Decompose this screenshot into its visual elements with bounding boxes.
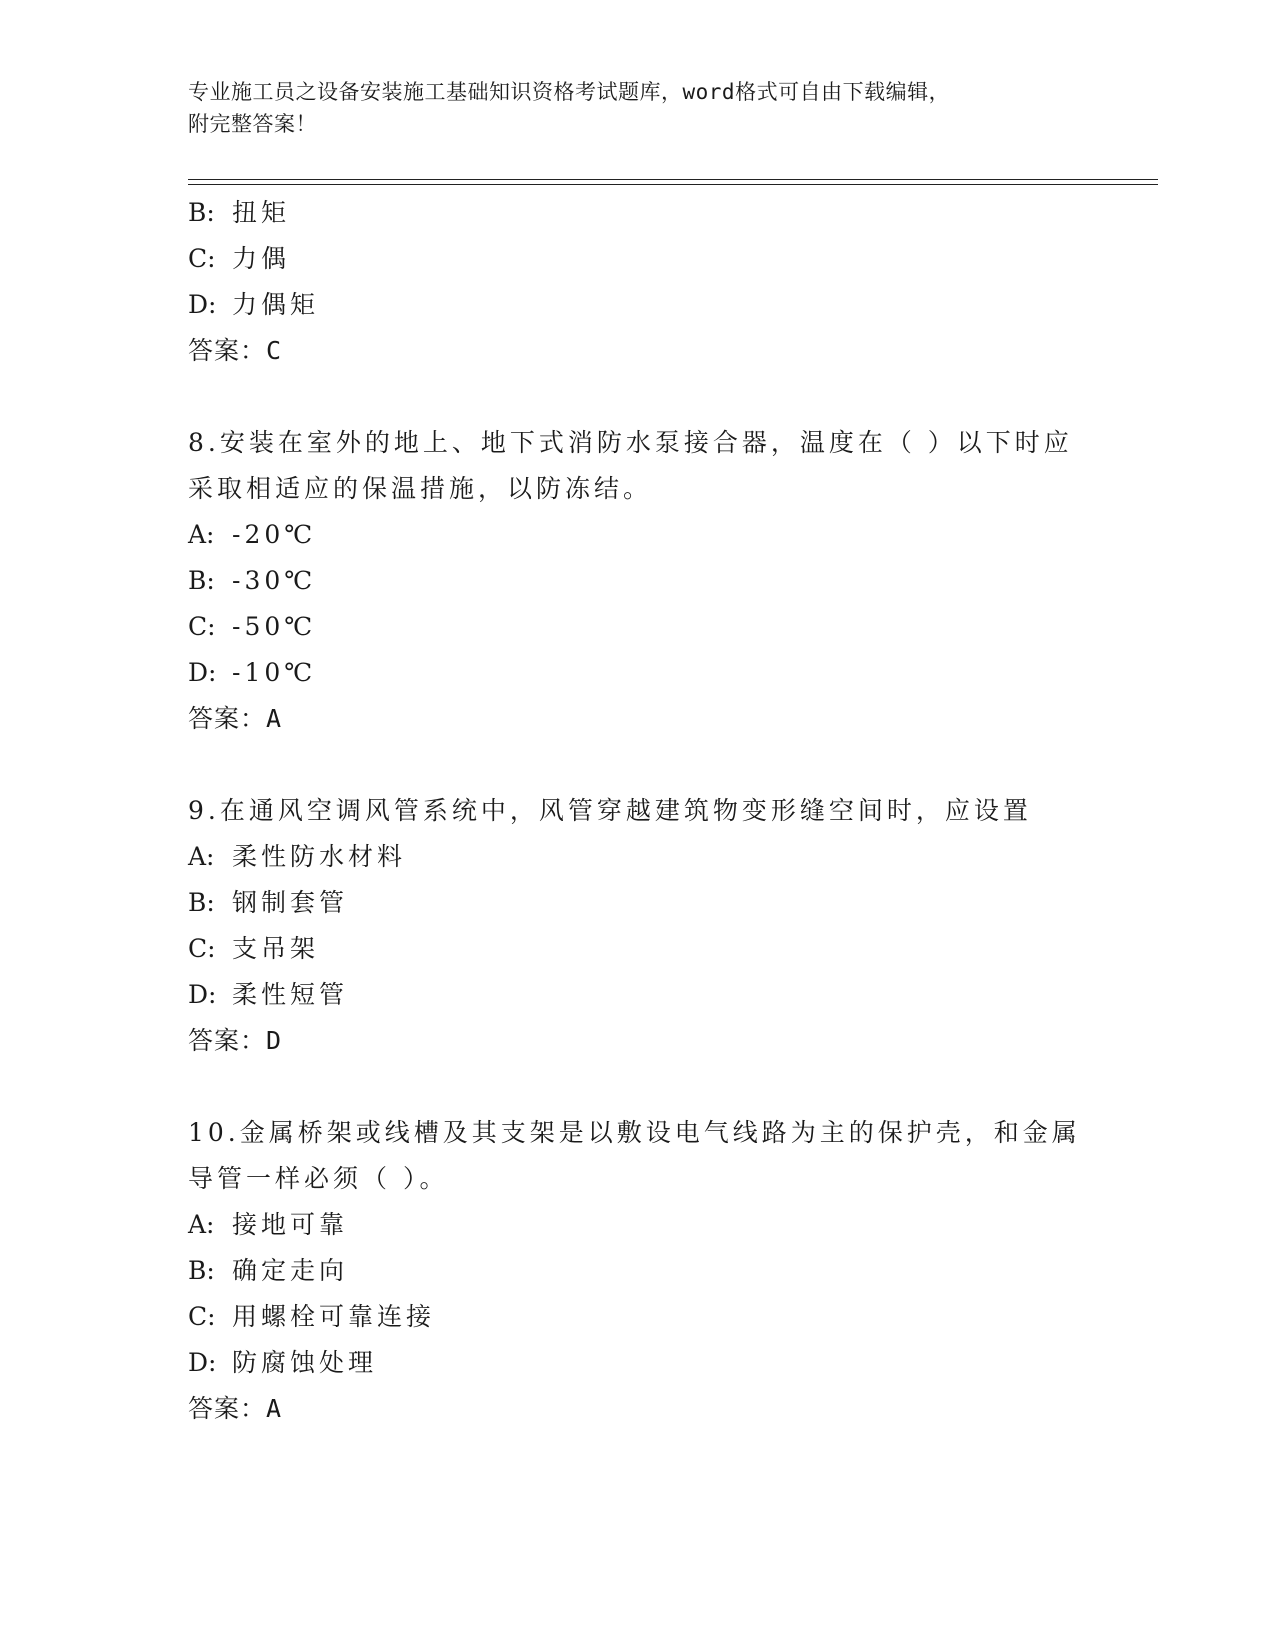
question-stem-line-1: 10.金属桥架或线槽及其支架是以敷设电气线路为主的保护壳，和金属 (188, 1118, 1081, 1147)
option-prefix: C: (188, 244, 216, 273)
question-stem-line-2: 导管一样必须（ ）。 (188, 1164, 449, 1193)
option-prefix: D: (188, 1348, 217, 1377)
option-a (188, 1202, 1088, 1248)
option-text: -30℃ (232, 566, 317, 595)
option-prefix: D: (188, 658, 217, 687)
option-prefix: B: (188, 198, 215, 227)
option-text: 确定走向 (232, 1256, 349, 1285)
document-header (188, 76, 1088, 140)
option-a (188, 834, 1088, 880)
spacer (188, 1064, 1088, 1110)
option-b (188, 1248, 1088, 1294)
question-7-tail (188, 190, 1088, 374)
option-prefix: D: (188, 290, 217, 319)
question-stem-line-1: 8.安装在室外的地上、地下式消防水泵接合器，温度在（ ）以下时应 (188, 428, 1073, 457)
option-text: -20℃ (232, 520, 317, 549)
option-d (188, 972, 1088, 1018)
option-text: 钢制套管 (232, 888, 349, 917)
option-c (188, 604, 1088, 650)
option-d (188, 282, 1088, 328)
option-text: 柔性短管 (232, 980, 349, 1009)
option-prefix: C: (188, 612, 216, 641)
answer: 答案：A (188, 704, 283, 733)
option-text: 扭矩 (232, 198, 291, 227)
option-c (188, 236, 1088, 282)
option-text: 支吊架 (232, 934, 320, 963)
question-stem-line-1: 9.在通风空调风管系统中，风管穿越建筑物变形缝空间时，应设置 (188, 796, 1032, 825)
option-b (188, 558, 1088, 604)
header-line-2: 附完整答案！ (188, 112, 317, 136)
option-text: 接地可靠 (232, 1210, 349, 1239)
header-line-1: 专业施工员之设备安装施工基础知识资格考试题库，word格式可自由下载编辑， (188, 80, 951, 104)
option-text: -50℃ (232, 612, 317, 641)
question-8 (188, 420, 1088, 742)
option-d (188, 650, 1088, 696)
header-divider-bottom (188, 184, 1158, 185)
header-divider-top (188, 179, 1158, 180)
option-prefix: C: (188, 934, 216, 963)
question-stem-line-2: 采取相适应的保温措施，以防冻结。 (188, 474, 653, 503)
spacer (188, 742, 1088, 788)
option-text: 用螺栓可靠连接 (232, 1302, 436, 1331)
option-c (188, 1294, 1088, 1340)
option-text: 力偶 (232, 244, 291, 273)
question-10 (188, 1110, 1088, 1432)
option-prefix: C: (188, 1302, 216, 1331)
question-list (188, 190, 1088, 1432)
option-prefix: A: (188, 842, 215, 871)
question-9 (188, 788, 1088, 1064)
option-text: 防腐蚀处理 (232, 1348, 378, 1377)
answer: 答案：A (188, 1394, 283, 1423)
option-prefix: A: (188, 520, 215, 549)
option-text: 力偶矩 (232, 290, 320, 319)
option-c (188, 926, 1088, 972)
option-text: 柔性防水材料 (232, 842, 407, 871)
answer: 答案：C (188, 336, 283, 365)
option-prefix: B: (188, 1256, 215, 1285)
option-b (188, 190, 1088, 236)
option-prefix: A: (188, 1210, 215, 1239)
option-prefix: B: (188, 566, 215, 595)
option-text: -10℃ (232, 658, 317, 687)
option-prefix: B: (188, 888, 215, 917)
option-d (188, 1340, 1088, 1386)
option-prefix: D: (188, 980, 217, 1009)
option-b (188, 880, 1088, 926)
spacer (188, 374, 1088, 420)
answer: 答案：D (188, 1026, 283, 1055)
option-a (188, 512, 1088, 558)
